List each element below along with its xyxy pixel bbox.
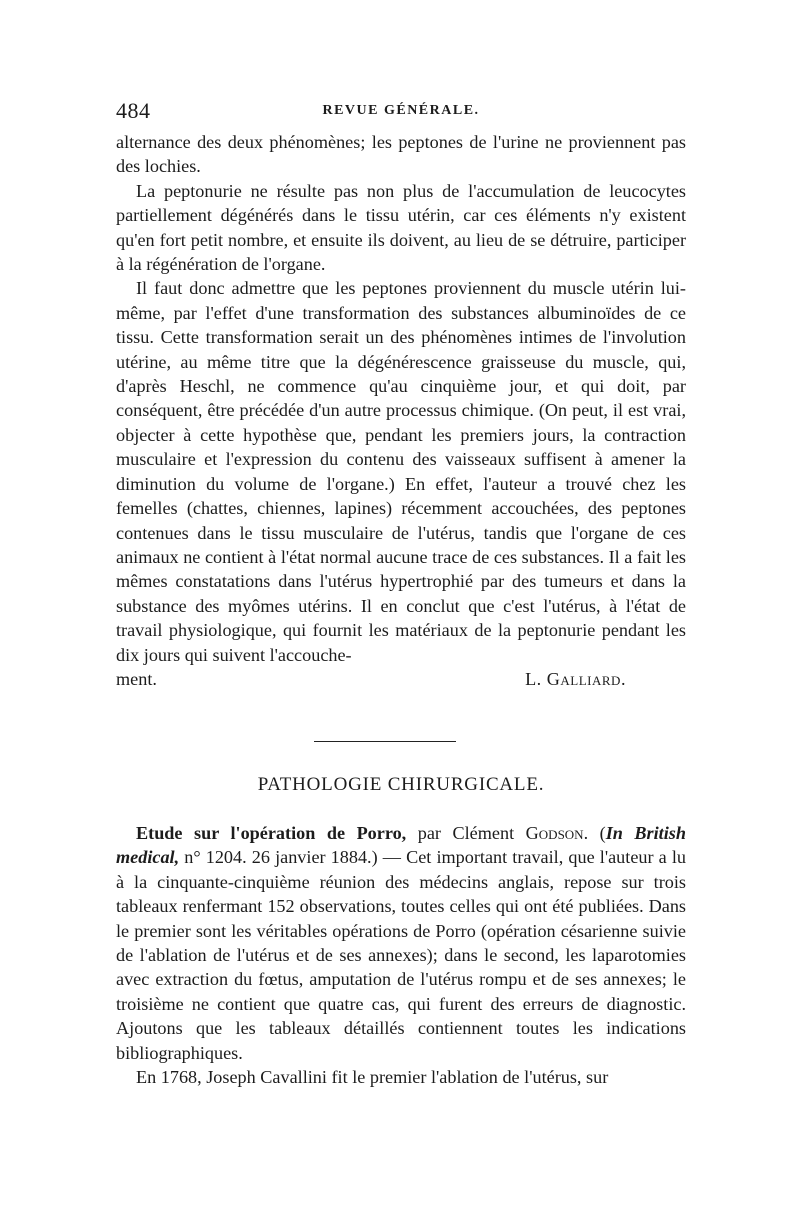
article-peptonurie [116, 130, 686, 691]
by-text: par Clément [406, 823, 526, 843]
after-author: . ( [583, 823, 606, 843]
paragraph-3: Il faut donc admettre que les peptones proviennent du muscle utérin lui-même, par l'effet d'une transformation des substances albuminoïdes de ce tissu. Cette transformation serait un des phénomènes intimes de l'involution utérine, au même titre que la dégénérescence graisseuse du muscle, qui, d'après Heschl, ne commence qu'au cinquième jour, et qui doit, par conséquent, être précédée d'un autre processus chimique. (On peut, il est vrai, objecter à cette hypothèse que, pendant les premiers jours, la contraction musculaire et l'expression du contenu des vaisseaux suffisent à amener la diminution du volume de l'organe.) En effet, l'auteur a trouvé chez les femelles (chattes, chiennes, lapines) récemment accouchées, des peptones contenues dans le tissu musculaire de l'utérus, tandis que l'organe de ces animaux ne contient à l'état normal aucune trace de ces substances. Il a fait les mêmes constatations dans l'utérus hypertrophié par des tumeurs et dans la substance des myômes utérins. Il en conclut que c'est l'utérus, à l'état de travail physiologique, qui fournit les matériaux de la peptonurie pendant les dix jours qui suivent l'accouche- [116, 278, 686, 665]
paragraph-2: La peptonurie ne résulte pas non plus de l'accumulation de leucocytes partiellement dégénérés dans le tissu utérin, car ces éléments n'y existent qu'en fort petit nombre, et ensuite ils doivent, au lieu de se détruire, participer à la régénération de l'organe. [116, 180, 686, 275]
article-porro [116, 821, 686, 1089]
citation: n° 1204. 26 janvier 1884.) — [179, 847, 407, 868]
running-head [116, 98, 686, 126]
paragraph-1: alternance des deux phénomènes; les peptones de l'urine ne proviennent pas des lochies. [116, 132, 686, 177]
running-title: REVUE GÉNÉRALE. [322, 103, 480, 118]
article-title: Etude sur l'opération de Porro, [136, 823, 407, 843]
paragraph-porro-2: En 1768, Joseph Cavallini fit le premier l'ablation de l'utérus, sur [136, 1067, 609, 1088]
paragraph-porro-1 [116, 821, 686, 1065]
section-heading: PATHOLOGIE CHIRURGICALE. [257, 774, 545, 795]
signoff-line [116, 667, 686, 691]
last-word: ment. [116, 668, 157, 689]
article-author: Godson [525, 823, 584, 843]
page-number: 484 [116, 98, 151, 123]
author-signature: L. Galliard. [525, 668, 626, 689]
paragraph-body: Cet important travail, que l'auteur a lu à la cinquante-cinquième réunion des médecins anglais, repose sur trois tableaux renfermant 152 observations, toutes celles qui ont été publiées. Dans le premier sont les véritables opérations de Porro (opération césarienne suivie de l'ablation de l'utérus et de ses annexes); dans le second, les laparotomies avec extraction du fœtus, amputation de l'utérus rompu et de ses annexes; le troisième ne contient que quatre cas, qui furent des erreurs de diagnostic. Ajoutons que les tableaux détaillés contiennent toutes les indications bibliographiques. [116, 847, 686, 1063]
section-divider [314, 741, 456, 742]
journal-name: In British medical, [116, 823, 686, 868]
